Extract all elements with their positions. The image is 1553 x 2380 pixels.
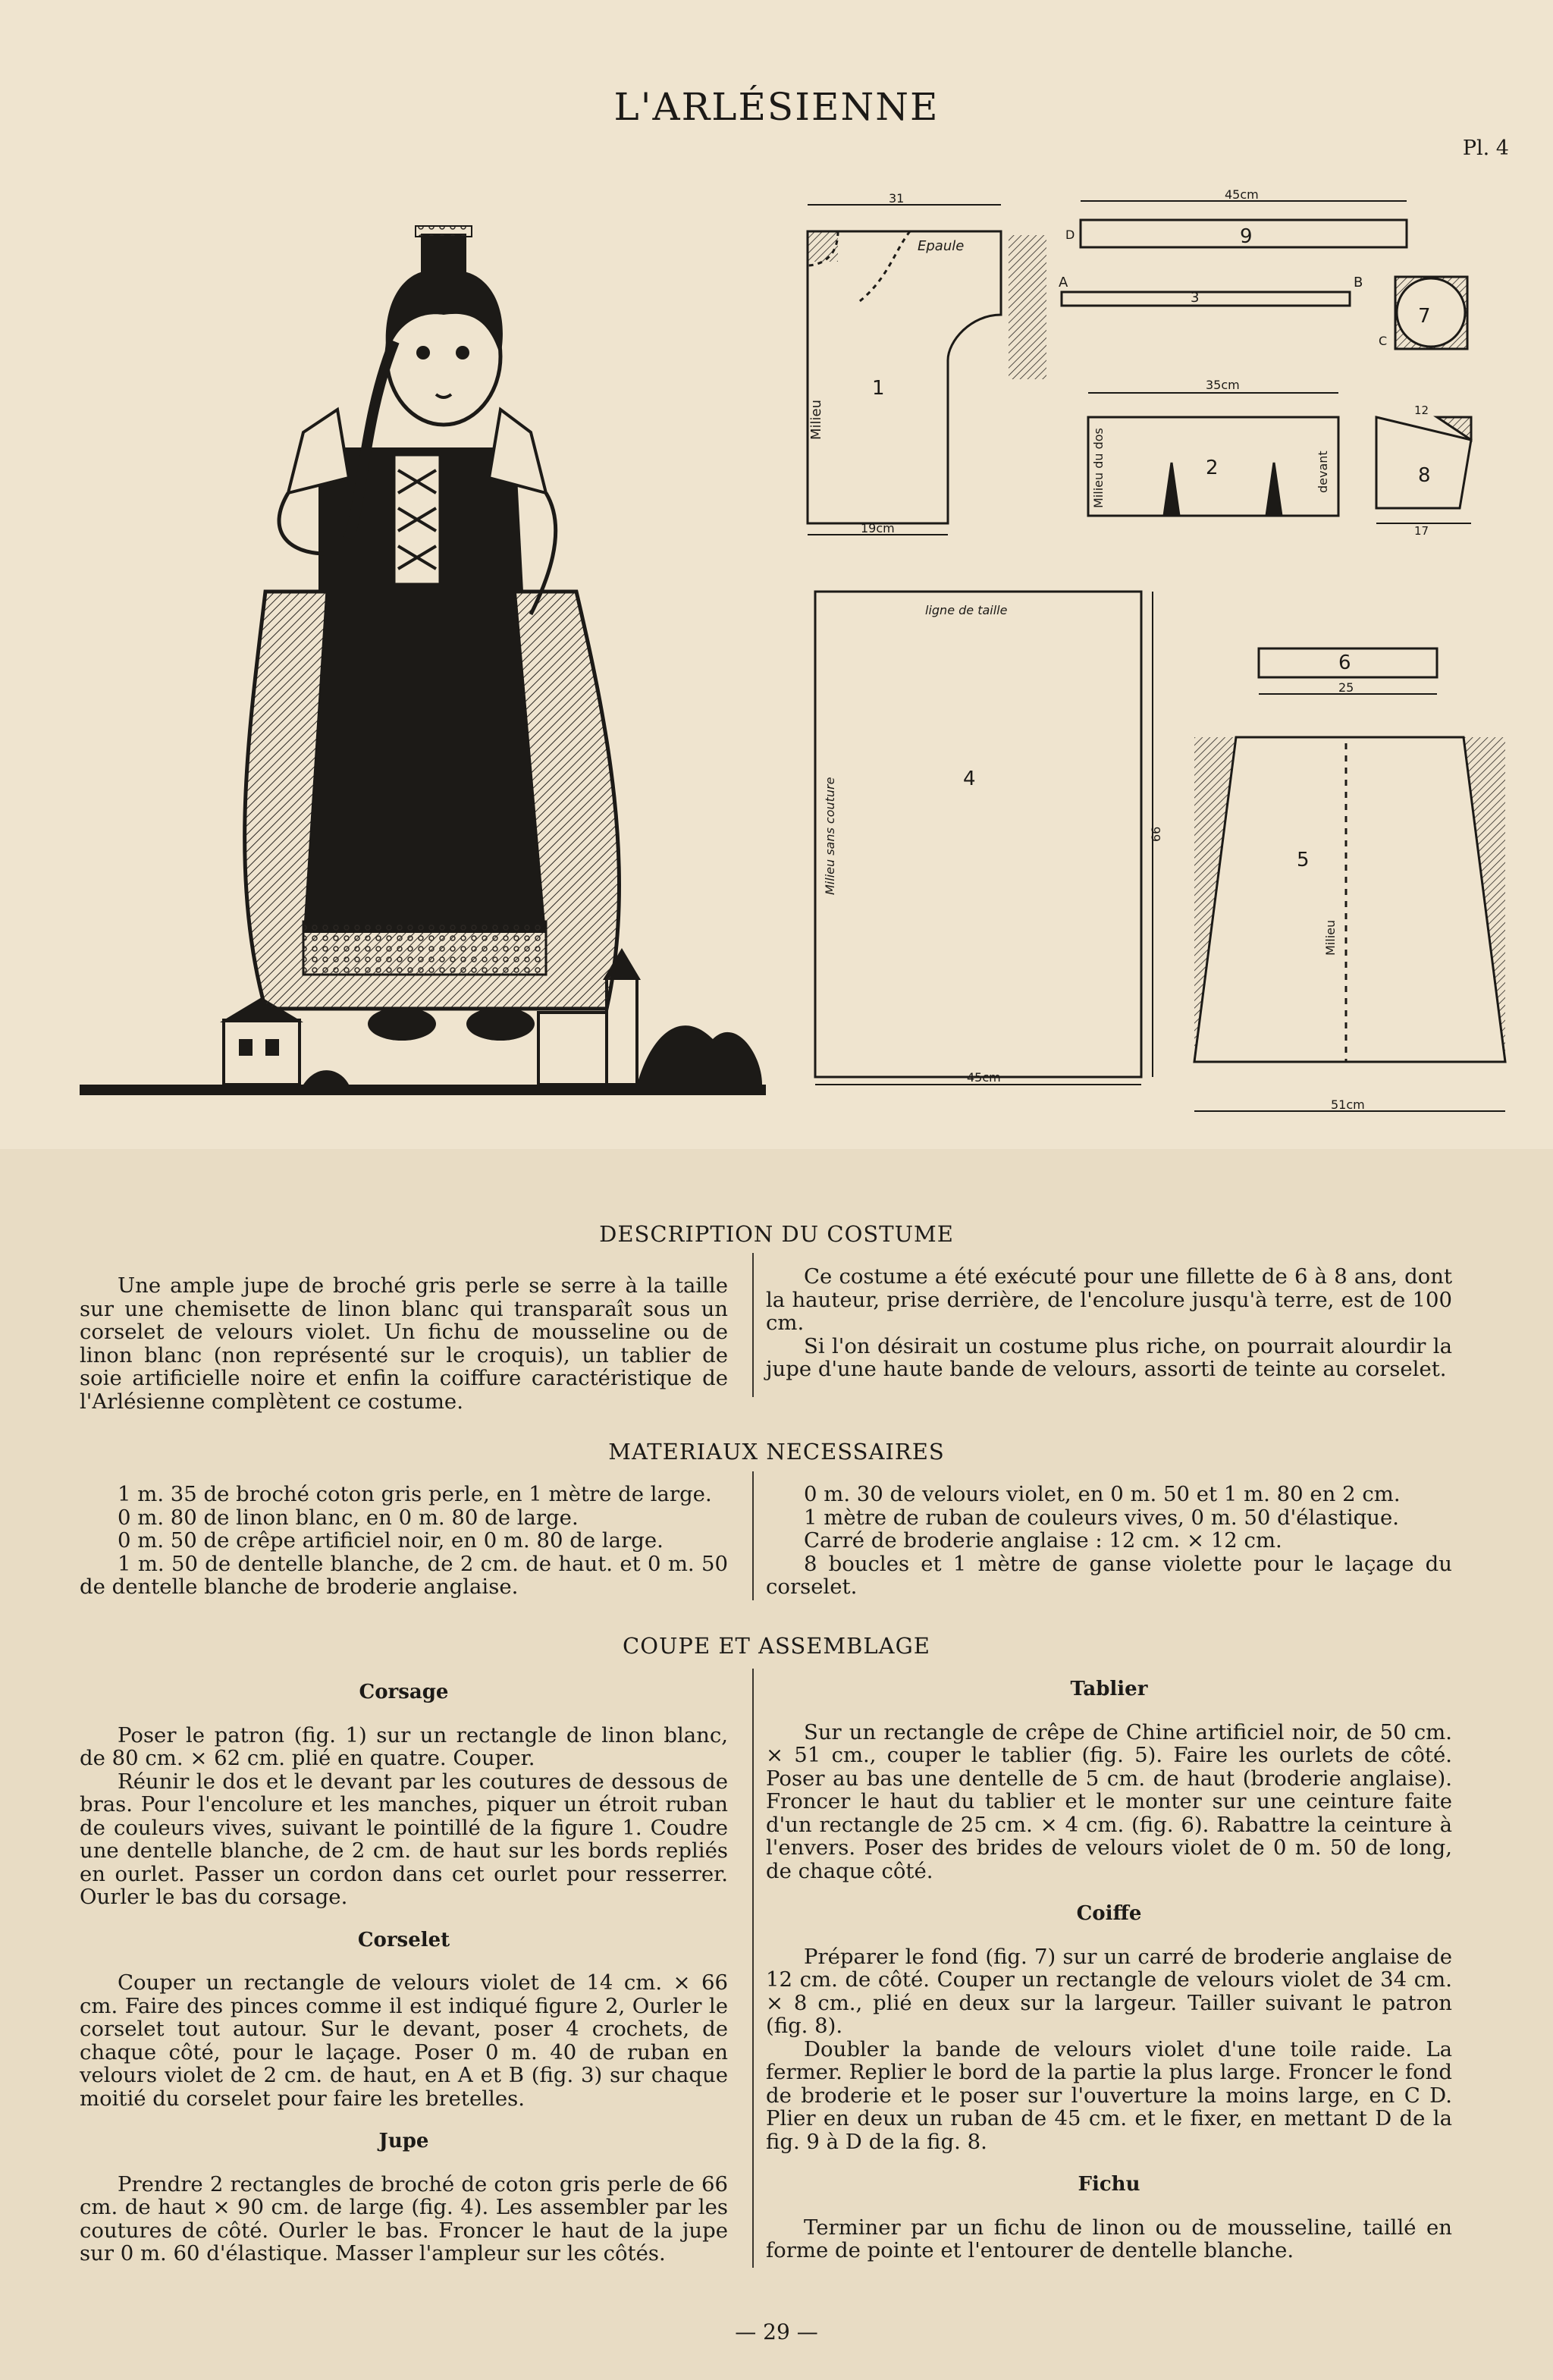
point-c: C (1379, 334, 1388, 348)
assembly-right (766, 1658, 1452, 2262)
fig7-label: 7 (1418, 305, 1431, 328)
dim-51: 51cm (1331, 1097, 1365, 1112)
material-item: 8 boucles et 1 mètre de ganse violette pour le laçage du corselet. (766, 1551, 1452, 1599)
fig1-label: 1 (872, 377, 885, 400)
dim-66: 66 (1149, 826, 1163, 842)
arlesienne-doll-illustration (76, 190, 773, 1104)
dim-19: 19cm (861, 521, 895, 535)
dim-45b: 45cm (967, 1070, 1001, 1085)
epaule-label: Epaule (918, 238, 965, 254)
milieu-label-5: Milieu (1323, 919, 1338, 956)
material-item: 0 m. 30 de velours violet, en 0 m. 50 et 1 m. 80 en 2 cm. (804, 1482, 1401, 1506)
description-right-p2: Si l'on désirait un costume plus riche, on pourrait alourdir la jupe d'une haute bande de velours, assorti de teinte au corselet. (766, 1333, 1452, 1381)
coiffe-p1: Préparer le fond (fig. 7) sur un carré de broderie anglaise de 12 cm. de côté. Couper un rectangle de velours violet de 34 cm. × 8 cm., plié en deux sur la largeur. Tailler suivant le patron (fig. 8). (766, 1944, 1452, 2038)
material-item: 1 mètre de ruban de couleurs vives, 0 m. 50 d'élastique. (804, 1505, 1399, 1530)
coiffe-title: Coiffe (1076, 1902, 1142, 1925)
milieu-sans-couture-label: Milieu sans couture (823, 777, 837, 895)
fig9-label: 9 (1240, 225, 1253, 248)
description-right (766, 1265, 1452, 1381)
dim-12: 12 (1414, 403, 1429, 417)
devant-label: devant (1316, 451, 1330, 493)
material-item: 1 m. 50 de dentelle blanche, de 2 cm. de haut. et 0 m. 50 de dentelle blanche de broderie anglaise. (80, 1551, 728, 1599)
material-item: Carré de broderie anglaise : 12 cm. × 12 cm. (804, 1528, 1282, 1553)
page-number: — 29 — (735, 2319, 818, 2344)
materials-heading: MATERIAUX NECESSAIRES (608, 1439, 945, 1465)
ligne-taille-label: ligne de taille (925, 603, 1008, 617)
corselet-text: Couper un rectangle de velours violet de 14 cm. × 66 cm. Faire des pinces comme il est indiqué figure 2, Ourler le corselet tout autour. Sur le devant, poser 4 crochets, de chaque côté, pour le laçage. Poser 0 m. 40 de ruban en velours violet de 2 cm. de haut, en A et B (fig. 3) sur chaque moitié du corselet pour faire les bretelles. (80, 1970, 728, 2111)
column-divider (752, 1253, 754, 1397)
column-divider-2 (752, 1471, 754, 1600)
dim-25: 25 (1338, 680, 1354, 695)
materials-right (766, 1483, 1452, 1599)
page-title: L'ARLÉSIENNE (613, 85, 940, 129)
fig6-label: 6 (1338, 652, 1351, 674)
dim-17: 17 (1414, 524, 1429, 538)
point-a: A (1059, 275, 1068, 290)
column-divider-3 (752, 1669, 754, 2268)
milieu-label-1: Milieu (808, 399, 824, 440)
material-item: 0 m. 50 de crêpe artificiel noir, en 0 m. 80 de large. (118, 1528, 664, 1553)
fig3-label: 3 (1191, 290, 1200, 306)
materials-left (80, 1483, 728, 1599)
corsage-p1: Poser le patron (fig. 1) sur un rectangle de linon blanc, de 80 cm. × 62 cm. plié en quatre. Couper. (80, 1722, 728, 1770)
coiffe-p2: Doubler la bande de velours violet d'une toile raide. La fermer. Replier le bord de la partie la plus large. Froncer le fond de broderie et le poser sur l'ouverture la moins large, en C D. Plier en deux un ruban de 45 cm. et le fixer, en mettant D de la fig. 9 à D de la fig. 8. (766, 2036, 1452, 2154)
material-item: 0 m. 80 de linon blanc, en 0 m. 80 de large. (118, 1505, 579, 1530)
tablier-title: Tablier (1070, 1678, 1148, 1700)
dim-35: 35cm (1206, 378, 1240, 392)
fig5-label: 5 (1297, 849, 1310, 871)
point-d: D (1065, 228, 1075, 242)
description-right-p1: Ce costume a été exécuté pour une fillette de 6 à 8 ans, dont la hauteur, prise derrière, de l'encolure jusqu'à terre, est de 100 cm. (766, 1264, 1452, 1335)
material-item: 1 m. 35 de broché coton gris perle, en 1 mètre de large. (118, 1482, 712, 1506)
description-left (80, 1274, 728, 1413)
milieu-dos-label: Milieu du dos (1091, 428, 1106, 508)
jupe-text: Prendre 2 rectangles de broché de coton gris perle de 66 cm. de haut × 90 cm. de large (fig. 4). Les assembler par les coutures de côté. Ourler le bas. Froncer le haut de la jupe sur 0 m. 60 d'élastique. Masser l'ampleur sur les côtés. (80, 2171, 728, 2265)
plate-number: Pl. 4 (1462, 137, 1509, 160)
dim-31: 31 (889, 191, 905, 206)
jupe-title: Jupe (378, 2130, 429, 2152)
dim-45: 45cm (1225, 190, 1259, 202)
description-heading: DESCRIPTION DU COSTUME (599, 1221, 954, 1247)
fichu-title: Fichu (1078, 2173, 1140, 2196)
pattern-diagrams (796, 190, 1509, 1122)
fig2-label: 2 (1206, 457, 1219, 479)
corsage-title: Corsage (359, 1681, 449, 1703)
description-left-text: Une ample jupe de broché gris perle se serre à la taille sur une chemisette de linon blanc qui transparaît sous un corselet de velours violet. Un fichu de mousseline ou de linon blanc (non représenté sur le croquis), un tablier de soie artificielle noire et enfin la coiffure caractéristique de l'Arlésienne complètent ce costume. (80, 1273, 728, 1414)
fichu-text: Terminer par un fichu de linon ou de mousseline, taillé en forme de pointe et l'entourer de dentelle blanche. (766, 2215, 1452, 2262)
assembly-heading: COUPE ET ASSEMBLAGE (623, 1633, 930, 1659)
point-b: B (1354, 275, 1363, 290)
assembly-left (80, 1661, 728, 2265)
corselet-title: Corselet (357, 1928, 450, 1951)
fig8-label: 8 (1418, 464, 1431, 487)
fig4-label: 4 (963, 768, 976, 790)
tablier-text: Sur un rectangle de crêpe de Chine artificiel noir, de 50 cm. × 51 cm., couper le tablier (fig. 5). Faire les ourlets de côté. Poser au bas une dentelle de 5 cm. de haut (broderie anglaise). Froncer le haut du tablier et le monter sur une ceinture faite d'un rectangle de 25 cm. × 4 cm. (fig. 6). Rabattre la ceinture à l'envers. Poser des brides de velours violet de 0 m. 50 de long, de chaque côté. (766, 1719, 1452, 1883)
corsage-p2: Réunir le dos et le devant par les coutures de dessous de bras. Pour l'encolure et les manches, piquer un étroit ruban de couleurs vives, suivant le pointillé de la figure 1. Coudre une dentelle blanche, de 2 cm. de haut sur les bords repliés en ourlet. Passer un cordon dans cet ourlet pour resserrer. Ourler le bas du corsage. (80, 1769, 728, 1909)
